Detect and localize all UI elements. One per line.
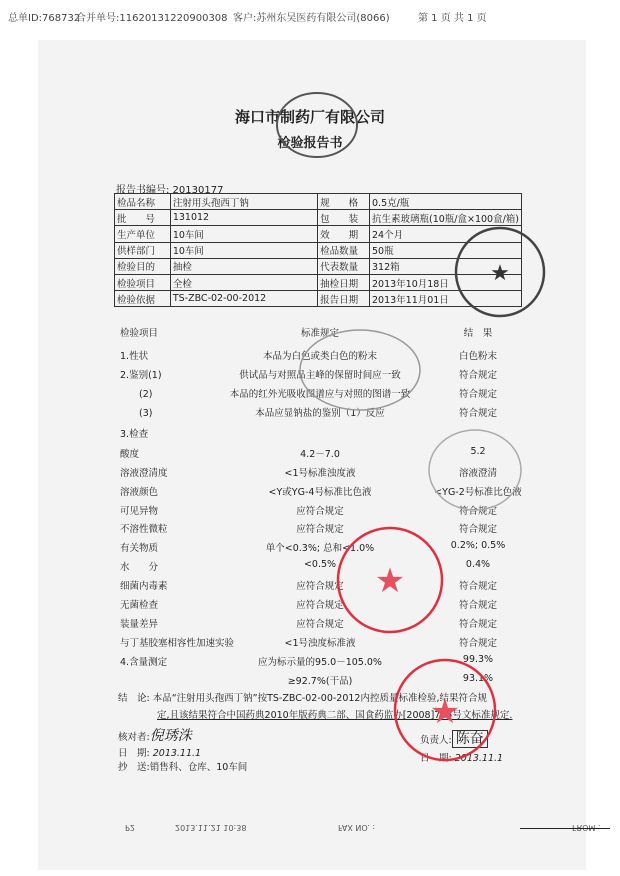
responsible-signature: 陈奋 bbox=[452, 730, 488, 748]
report-number: 报告书编号: 20130177 bbox=[116, 185, 224, 196]
info-row bbox=[115, 258, 522, 274]
fax-order-id: 总单ID:768732 bbox=[8, 13, 81, 24]
results-header-standard: 标准规定 bbox=[300, 328, 339, 339]
result-standard: 供试品与对照品主峰的保留时间应一致 bbox=[239, 370, 401, 381]
result-standard: 应符合规定 bbox=[296, 524, 344, 535]
info-value: 2013年10月18日 bbox=[370, 274, 522, 290]
info-label: 生产单位 bbox=[115, 226, 171, 242]
info-value: 抗生素玻璃瓶(10瓶/盒×100盒/箱) bbox=[370, 210, 522, 226]
result-standard: <Y或YG-4号标准比色液 bbox=[268, 487, 372, 498]
conclusion-line2: 定,且该结果符合中国药典2010年版药典二部、国食药监办[2008]765号文标准规定. bbox=[157, 710, 513, 721]
info-value: 10车间 bbox=[170, 226, 317, 242]
result-result: 符合规定 bbox=[458, 600, 497, 611]
info-label: 报告日期 bbox=[318, 291, 370, 307]
fax-footer-time: 2013.11.21 10:38 bbox=[175, 823, 247, 832]
result-result: 5.2 bbox=[470, 446, 486, 457]
fax-page: 第 1 页 共 1 页 bbox=[418, 13, 487, 24]
fax-footer-from: FROM : bbox=[572, 823, 601, 832]
conclusion-line1 bbox=[118, 690, 487, 704]
results-header-result: 结 果 bbox=[463, 328, 493, 339]
info-value: 抽检 bbox=[170, 258, 317, 274]
fax-footer-line bbox=[520, 828, 610, 829]
svg-text:★: ★ bbox=[429, 692, 461, 732]
result-item: 4.含量测定 bbox=[120, 657, 168, 668]
result-result: <YG-2号标准比色液 bbox=[434, 487, 522, 498]
result-result: 符合规定 bbox=[458, 619, 497, 630]
checker-signature: 倪琇洙 bbox=[149, 728, 192, 744]
result-item: 酸度 bbox=[120, 449, 140, 460]
result-standard: 应符合规定 bbox=[296, 581, 344, 592]
result-result: 符合规定 bbox=[458, 506, 497, 517]
info-row bbox=[115, 226, 522, 242]
results-header-item: 检验项目 bbox=[120, 328, 159, 339]
fax-customer: 客户:苏州东吴医药有限公司(8066) bbox=[233, 13, 390, 24]
info-value: TS-ZBC-02-00-2012 bbox=[170, 291, 317, 307]
result-result: 符合规定 bbox=[458, 370, 497, 381]
result-item: 3.检查 bbox=[120, 429, 149, 440]
result-item: 装量差异 bbox=[120, 619, 159, 630]
info-table bbox=[114, 193, 522, 307]
checker-date-label: 日 期: bbox=[118, 748, 150, 759]
responsible bbox=[420, 728, 488, 748]
result-standard: <1号浊度标准液 bbox=[284, 638, 356, 649]
result-standard: 本品的红外光吸收图谱应与对照的图谱一致 bbox=[229, 389, 411, 400]
result-item: 1.性状 bbox=[120, 351, 149, 362]
result-result: 0.4% bbox=[465, 559, 491, 570]
responsible-date bbox=[420, 750, 503, 764]
fax-footer-faxno: FAX NO. : bbox=[338, 823, 376, 832]
result-result: 99.3% bbox=[462, 654, 494, 665]
result-standard: 应为标示量的95.0－105.0% bbox=[258, 657, 382, 668]
checker-label: 核对者: bbox=[118, 732, 150, 743]
checker bbox=[118, 725, 192, 745]
info-value: 0.5克/瓶 bbox=[370, 194, 522, 210]
result-item: 水 分 bbox=[120, 562, 159, 573]
result-result: 符合规定 bbox=[458, 524, 497, 535]
info-label: 代表数量 bbox=[318, 258, 370, 274]
info-label: 效 期 bbox=[318, 226, 370, 242]
result-item: 溶液澄清度 bbox=[120, 468, 168, 479]
conclusion-label: 结 论: bbox=[118, 693, 150, 704]
result-result: 93.1% bbox=[462, 673, 494, 684]
fax-merge-no: 合并单号:11620131220900308 bbox=[76, 13, 228, 24]
result-item: 有关物质 bbox=[120, 543, 159, 554]
info-value: 50瓶 bbox=[370, 242, 522, 258]
result-result: 符合规定 bbox=[458, 638, 497, 649]
svg-text:★: ★ bbox=[490, 261, 510, 286]
info-value: 注射用头孢西丁钠 bbox=[170, 194, 317, 210]
info-label: 抽检日期 bbox=[318, 274, 370, 290]
info-label: 检验依据 bbox=[115, 291, 171, 307]
result-standard: <1号标准浊度液 bbox=[284, 468, 356, 479]
result-result: 符合规定 bbox=[458, 408, 497, 419]
result-standard: 本品应显钠盐的鉴别（1）反应 bbox=[255, 408, 385, 419]
company-title: 海口市制药厂有限公司 bbox=[234, 108, 385, 126]
conclusion-text-1: 本品“注射用头孢西丁钠”按TS-ZBC-02-00-2012内控质量标准检验,结果符合规 bbox=[152, 693, 487, 704]
checker-date-value: 2013.11.1 bbox=[152, 748, 202, 759]
result-result: 符合规定 bbox=[458, 581, 497, 592]
info-label: 批 号 bbox=[115, 210, 171, 226]
info-row bbox=[115, 194, 522, 210]
info-label: 规 格 bbox=[318, 194, 370, 210]
result-result: 溶液澄清 bbox=[458, 468, 497, 479]
result-item: 可见异物 bbox=[120, 506, 159, 517]
result-standard: 4.2－7.0 bbox=[300, 449, 340, 460]
info-value: 24个月 bbox=[370, 226, 522, 242]
result-standard: 应符合规定 bbox=[296, 506, 344, 517]
result-item: 2.鉴别(1) bbox=[120, 370, 162, 381]
info-label: 检验项目 bbox=[115, 274, 171, 290]
info-label: 包 装 bbox=[318, 210, 370, 226]
info-value: 10车间 bbox=[170, 242, 317, 258]
responsible-date-value: 2013.11.1 bbox=[454, 753, 504, 764]
result-result: 符合规定 bbox=[458, 389, 497, 400]
info-row bbox=[115, 210, 522, 226]
cc-list: 抄 送:销售科、仓库、10车间 bbox=[118, 762, 248, 773]
info-label: 检品数量 bbox=[318, 242, 370, 258]
result-item: (3) bbox=[120, 408, 153, 419]
info-row bbox=[115, 242, 522, 258]
info-label: 检品名称 bbox=[115, 194, 171, 210]
info-value: 131012 bbox=[170, 210, 317, 226]
result-standard: 本品为白色或类白色的粉末 bbox=[262, 351, 377, 362]
info-label: 供样部门 bbox=[115, 242, 171, 258]
info-row bbox=[115, 291, 522, 307]
responsible-date-label: 日 期: bbox=[420, 753, 452, 764]
result-standard: ≥92.7%(干品) bbox=[287, 676, 353, 687]
responsible-label: 负责人: bbox=[420, 735, 452, 746]
fax-footer-page: P2 bbox=[125, 823, 135, 832]
result-result: 白色粉末 bbox=[458, 351, 497, 362]
result-item: 不溶性微粒 bbox=[120, 524, 168, 535]
info-value: 2013年11月01日 bbox=[370, 291, 522, 307]
result-item: 无菌检查 bbox=[120, 600, 159, 611]
result-standard: 单个<0.3%; 总和<1.0% bbox=[265, 543, 375, 554]
result-item: 溶液颜色 bbox=[120, 487, 159, 498]
report-title: 检验报告书 bbox=[277, 136, 343, 151]
checker-date bbox=[118, 745, 201, 759]
result-standard: 应符合规定 bbox=[296, 619, 344, 630]
info-value: 全检 bbox=[170, 274, 317, 290]
result-item: 与丁基胶塞相容性加速实验 bbox=[120, 638, 235, 649]
info-label: 检验目的 bbox=[115, 258, 171, 274]
svg-text:★: ★ bbox=[374, 561, 406, 601]
info-row bbox=[115, 274, 522, 290]
info-value: 312箱 bbox=[370, 258, 522, 274]
result-result: 0.2%; 0.5% bbox=[450, 540, 506, 551]
result-standard: 应符合规定 bbox=[296, 600, 344, 611]
result-item: (2) bbox=[120, 389, 153, 400]
result-standard: <0.5% bbox=[303, 559, 337, 570]
result-item: 细菌内毒素 bbox=[120, 581, 168, 592]
